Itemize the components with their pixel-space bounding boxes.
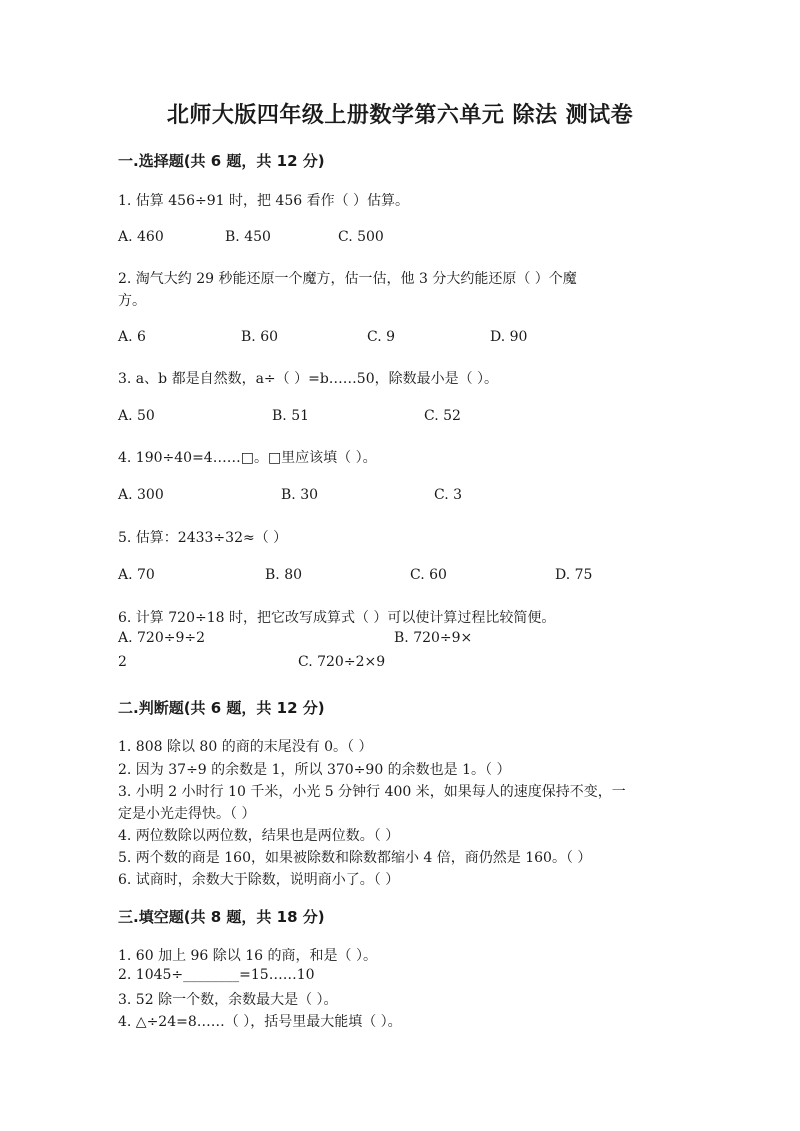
option-b: B. 720÷9× (394, 630, 473, 646)
fill-line: 3. 52 除一个数，余数最大是（ ）。 (118, 992, 338, 1008)
fill-line: 1. 60 加上 96 除以 16 的商，和是（ ）。 (118, 948, 377, 964)
option-a: A. 70 (118, 567, 155, 583)
fill-line: 4. △÷24=8……（ ），括号里最大能填（ ）。 (118, 1014, 402, 1030)
question-text-continued: 方。 (118, 293, 146, 309)
statement-line: 定是小光走得快。（ ） (118, 806, 256, 822)
option-a: A. 460 (118, 229, 164, 245)
option-b-continued: 2 (118, 654, 127, 670)
statement-line: 1. 808 除以 80 的商的末尾没有 0。（ ） (118, 739, 373, 755)
option-a: A. 6 (118, 329, 146, 345)
question-text: 6. 计算 720÷18 时，把它改写成算式（ ）可以使计算过程比较简便。 (118, 610, 556, 626)
question-text: 5. 估算：2433÷32≈（ ） (118, 530, 288, 546)
option-c: C. 9 (367, 329, 396, 345)
option-b: B. 60 (241, 329, 279, 345)
fill-line: 2. 1045÷________=15……10 (118, 967, 315, 983)
option-d: D. 75 (555, 567, 593, 583)
option-c: C. 60 (410, 567, 447, 583)
option-a: A. 720÷9÷2 (118, 630, 206, 646)
option-d: D. 90 (490, 329, 528, 345)
statement-line: 5. 两个数的商是 160，如果被除数和除数都缩小 4 倍，商仍然是 160。（ ） (118, 850, 592, 866)
option-a: A. 300 (118, 487, 164, 503)
statement-line: 3. 小明 2 小时行 10 千米，小光 5 分钟行 400 米，如果每人的速度保持不变，一 (118, 784, 626, 800)
option-a: A. 50 (118, 408, 155, 424)
option-c: C. 3 (434, 487, 463, 503)
page-title: 北师大版四年级上册数学第六单元 除法 测试卷 (166, 103, 634, 128)
statement-line: 6. 试商时，余数大于除数，说明商小了。（ ） (118, 872, 400, 888)
section-heading-fill: 三.填空题(共 8 题，共 18 分) (118, 908, 325, 926)
question-text: 3. a、b 都是自然数，a÷（ ）=b……50，除数最小是（ ）。 (118, 371, 499, 387)
question-text: 4. 190÷40=4……□。□里应该填（ ）。 (118, 450, 377, 466)
question-text: 1. 估算 456÷91 时，把 456 看作（ ）估算。 (118, 193, 410, 209)
option-b: B. 450 (225, 229, 271, 245)
statement-line: 2. 因为 37÷9 的余数是 1，所以 370÷90 的余数也是 1。（ ） (118, 762, 511, 778)
section-heading-judgment: 二.判断题(共 6 题，共 12 分) (118, 699, 325, 717)
option-c: C. 500 (338, 229, 384, 245)
option-c: C. 720÷2×9 (298, 654, 386, 670)
section-heading-choice: 一.选择题(共 6 题，共 12 分) (118, 152, 325, 170)
option-b: B. 51 (272, 408, 310, 424)
statement-line: 4. 两位数除以两位数，结果也是两位数。（ ） (118, 828, 400, 844)
option-b: B. 30 (281, 487, 319, 503)
question-text: 2. 淘气大约 29 秒能还原一个魔方，估一估，他 3 分大约能还原（ ）个魔 (118, 271, 577, 287)
option-b: B. 80 (265, 567, 303, 583)
option-c: C. 52 (424, 408, 461, 424)
